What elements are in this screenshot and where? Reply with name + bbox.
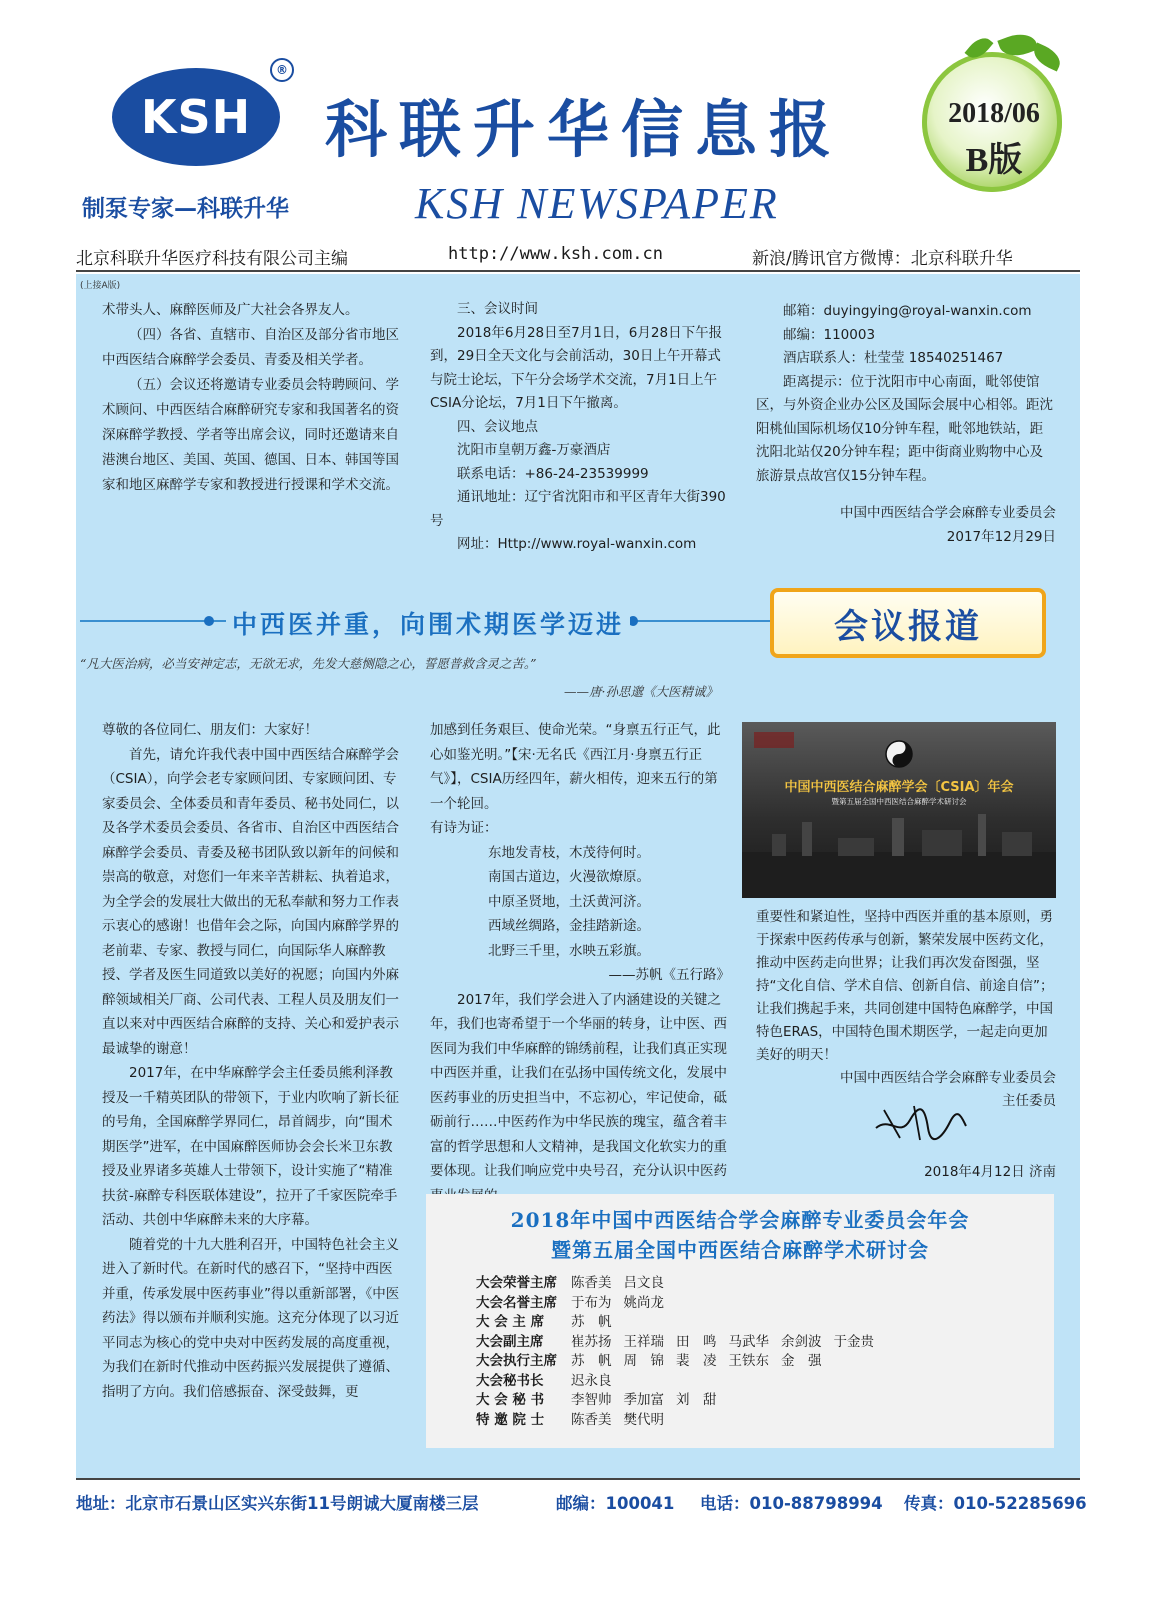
logo-slogan: 制泵专家—科联升华 [82,196,289,222]
continued-label: (上接A版) [80,281,121,291]
footer-rule [76,1478,1080,1480]
footer-postcode: 邮编：100041 [556,1494,675,1513]
committee-member: 陈香美 [571,1411,612,1428]
photo-subtitle: 暨第五届全国中西医结合麻醉学术研讨会 [831,797,967,806]
committee-member: 刘 甜 [676,1392,717,1408]
section-badge-label: 会议报道 [834,606,982,647]
paragraph: 术带头人、麻醉医师及广大社会各界友人。 [102,302,359,318]
committee-member: 于金贵 [833,1333,874,1350]
photo-title: 中国中西医结合麻醉学会〔CSIA〕年会 [784,780,1014,795]
committee-row [476,1333,886,1353]
committee-member: 迟永良 [571,1372,612,1389]
paragraph: 邮编：110003 [783,326,876,343]
committee-role: 大 会 主 席 [476,1314,545,1330]
committee-member: 姚尚龙 [623,1294,664,1311]
paragraph: 重要性和紧迫性，坚持中西医并重的基本原则，勇于探索中医药传承与创新，繁荣发展中医药文化，推动中医药走向世界；让我们再次发奋图强，坚持“文化自信、学术自信、创新自信、前途自信”；让我们携起手来，共同创建中国特色麻醉学，中国特色ERAS，中国特色围术期医学，一起走向更加美好的明天！ [756,909,1054,1063]
committee-member: 苏 帆 [571,1314,612,1330]
notice-column-2 [430,298,728,557]
committee-member: 裴 凌 [676,1353,717,1369]
footer-fax: 传真：010-52285696 [904,1494,1087,1513]
poem-source: ——苏帆《五行路》 [608,967,730,983]
committee-member: 苏 帆 [571,1353,612,1369]
committee-member: 吕文良 [623,1275,664,1291]
section-heading: 四、会议地点 [457,418,538,435]
committee-role: 大会副主席 [476,1333,544,1350]
logo-text: KSH [140,90,252,144]
paragraph: 沈阳市皇朝万鑫-万豪酒店 [457,442,611,458]
committee-member: 马武华 [728,1333,769,1350]
paragraph: 联系电话：+86-24-23539999 [457,465,649,482]
committee-row [476,1294,886,1314]
city-skyline-graphic [742,722,1056,898]
committee-member: 于布为 [571,1294,612,1311]
paragraph: （四）各省、直辖市、自治区及部分省市地区中西医结合麻醉学会委员、青委及相关学者。 [102,327,399,368]
report-column-1 [102,718,400,1404]
bullet-dot [204,616,214,626]
poem-line: 南国古道边，火漫欲燎原。 [488,869,650,885]
committee-role: 特 邀 院 士 [476,1411,545,1428]
section-heading: 三、会议时间 [457,301,538,317]
committee-member: 周 锦 [623,1353,664,1369]
poem-line: 北野三千里，水映五彩旗。 [488,942,650,959]
signature-date: 2017年12月29日 [946,528,1056,545]
signature-title: 主任委员 [1002,1093,1056,1109]
committee-title: 2018年中国中西医结合学会麻醉专业委员会年会 [510,1208,970,1232]
paragraph: 酒店联系人：杜莹莹 18540251467 [783,350,1004,366]
committee-row [476,1411,886,1431]
committee-member: 王铁东 [728,1353,769,1369]
committee-role: 大会秘书长 [476,1372,544,1389]
salutation: 尊敬的各位同仁、朋友们：大家好！ [102,722,318,738]
committee-member: 崔苏扬 [571,1333,612,1350]
report-column-3 [756,906,1056,1113]
notice-column-3 [756,300,1056,549]
committee-member: 王祥瑞 [623,1333,664,1350]
signature-date: 2018年4月12日 济南 [924,1164,1056,1180]
committee-row [476,1391,886,1411]
committee-member: 李智帅 [571,1392,612,1408]
signature-org: 中国中西医结合学会麻醉专业委员会 [840,1070,1056,1086]
paragraph: 通讯地址：辽宁省沈阳市和平区青年大街390号 [430,489,726,529]
weibo-info: 新浪/腾讯官方微博：北京科联升华 [752,249,1013,269]
committee-role: 大会名誉主席 [476,1294,557,1311]
section-badge [770,588,1046,658]
paragraph: （五）会议还将邀请专业委员会特聘顾问、学术顾问、中西医结合麻醉研究专家和我国著名的资深麻醉学教授、学者等出席会议，同时还邀请来自港澳台地区、美国、英国、德国、日本、韩国等国家和地区麻醉学专家和教授进行授课和学术交流。 [102,377,399,493]
ksh-logo [112,68,280,166]
footer-address: 地址：北京市石景山区实兴东街11号朗诚大厦南楼三层 [76,1494,479,1513]
registered-mark: ® [270,58,294,82]
website-link[interactable]: http://www.ksh.com.cn [448,244,663,264]
epigraph-source: ——唐·孙思邈《大医精诚》 [564,684,718,699]
committee-role: 大会执行主席 [476,1353,557,1369]
committee-member: 金 强 [781,1353,822,1369]
handwritten-signature [870,1098,970,1146]
notice-column-1 [102,298,400,498]
conference-photo [742,722,1056,898]
paragraph: 距离提示：位于沈阳市中心南面，毗邻使馆区，与外资企业办公区及国际会展中心相邻。距沈阳桃仙国际机场仅10分钟车程，毗邻地铁站，距沈阳北站仅20分钟车程；距中街商业购物中心及旅游景点故宫仅15分钟车程。 [756,373,1053,484]
epigraph: “凡大医治病，必当安神定志，无欲无求，先发大慈恻隐之心，誓愿普救含灵之苦。” [80,656,537,671]
paragraph: 2018年6月28日至7月1日，6月28日下午报到，29日全天文化与会前活动，30日上午开幕式与院士论坛，下午分会场学术交流，7月1日上午CSIA分论坛，7月1日下午撤离。 [430,324,723,411]
poem-intro: 有诗为证： [430,820,498,836]
poem-line: 中原圣贤地，土沃黄河济。 [488,893,650,910]
committee-member: 季加富 [623,1392,664,1408]
paragraph: 2017年，在中华麻醉学会主任委员熊利泽教授及一千精英团队的带领下，于业内吹响了新长征的号角，全国麻醉学界同仁，昂首阔步，向“围术期医学”进军，在中国麻醉医师协会会长米卫东教授及业界诸多英雄人士带领下，设计实施了“精准扶贫-麻醉专科医联体建设”，拉开了千家医院牵手活动、共创中华麻醉未来的大序幕。 [102,1065,399,1228]
committee-member: 余剑波 [781,1333,822,1350]
paragraph: 随着党的十九大胜利召开，中国特色社会主义进入了新时代。在新时代的感召下，“坚持中西医并重，传承发展中医药事业”得以重新部署，《中医药法》得以颁布并顺利实施。这充分体现了以习近平同志为核心的党中央对中医药发展的高度重视，为我们在新时代推动中医药振兴发展提供了遵循、指明了方向。我们倍感振奋、深受鼓舞，更 [102,1236,400,1400]
paragraph: 网址：Http://www.royal-wanxin.com [457,536,697,552]
committee-member: 陈香美 [571,1275,612,1291]
committee-member: 田 鸣 [676,1333,717,1350]
paragraph: 2017年，我们学会进入了内涵建设的关键之年，我们也寄希望于一个华丽的转身，让中医、西医同为我们中华麻醉的锦绣前程，让我们真正实现中西医并重，让我们在弘扬中国传统文化，发展中医药事业的历史担当中，不忘初心，牢记使命，砥砺前行……中医药作为中华民族的瑰宝，蕴含着丰富的哲学思想和人文精神，是我国文化软实力的重要体现。让我们响应党中央号召，充分认识中医药 [430,991,727,1179]
poem-line: 东地发青枝，木茂待何时。 [488,844,650,861]
committee-table [476,1274,886,1430]
newspaper-title: 科联升华信息报 [325,93,844,166]
paragraph: 加感到任务艰巨、使命光荣。“身禀五行正气，此心如鉴光明。”【宋·无名氏《西江月·身禀五行正气》】，CSIA历经四年，薪火相传，迎来五行的第一个轮回。 [430,722,721,812]
committee-role: 大会荣誉主席 [476,1275,557,1291]
paragraph: 首先，请允许我代表中国中西医结合麻醉学会（CSIA），向学会老专家顾问团、专家顾问团、专家委员会、全体委员和青年委员、秘书处同仁，以及各学术委员会委员、各省市、自治区中西医结合麻醉学会委员、青委及秘书团队致以新年的问候和崇高的敬意，对您们一年来辛苦耕耘、执着追求，为全学会的发展壮大做出的无私奉献和努力工作表示衷心的感谢！也借年会之际，向国内麻醉学界的老前辈、专家、教授与同仁，向国际华人麻醉教授、学者及医生同道致以美好的祝愿；向国内外麻醉领域相关厂商、公司代表、工程人员及朋友们一直以来对中西医结合麻醉的支持、关心和爱护表示最诚挚的谢意！ [102,746,399,1057]
committee-subtitle: 暨第五届全国中西医结合麻醉学术研讨会 [551,1238,929,1262]
committee-row [476,1372,886,1392]
report-column-2 [430,718,730,1208]
committee-role: 大 会 秘 书 [476,1392,545,1408]
issue-version: B版 [965,142,1023,179]
header-rule [76,270,1080,272]
committee-row [476,1352,886,1372]
committee-member: 樊代明 [623,1411,664,1428]
committee-row [476,1274,886,1294]
article-headline: 中西医并重，向围术期医学迈进 [226,605,630,641]
paragraph: 邮箱：duyingying@royal-wanxin.com [783,303,1032,319]
poem-line: 西域丝绸路，金挂踏新途。 [488,918,650,934]
committee-row [476,1313,886,1333]
issue-date: 2018/06 [948,98,1040,129]
editor-line: 北京科联升华医疗科技有限公司主编 [76,249,348,269]
newspaper-title-en: KSH NEWSPAPER [415,179,779,228]
footer-phone: 电话：010-88798994 [700,1494,883,1513]
signature-org: 中国中西医结合学会麻醉专业委员会 [840,505,1056,521]
